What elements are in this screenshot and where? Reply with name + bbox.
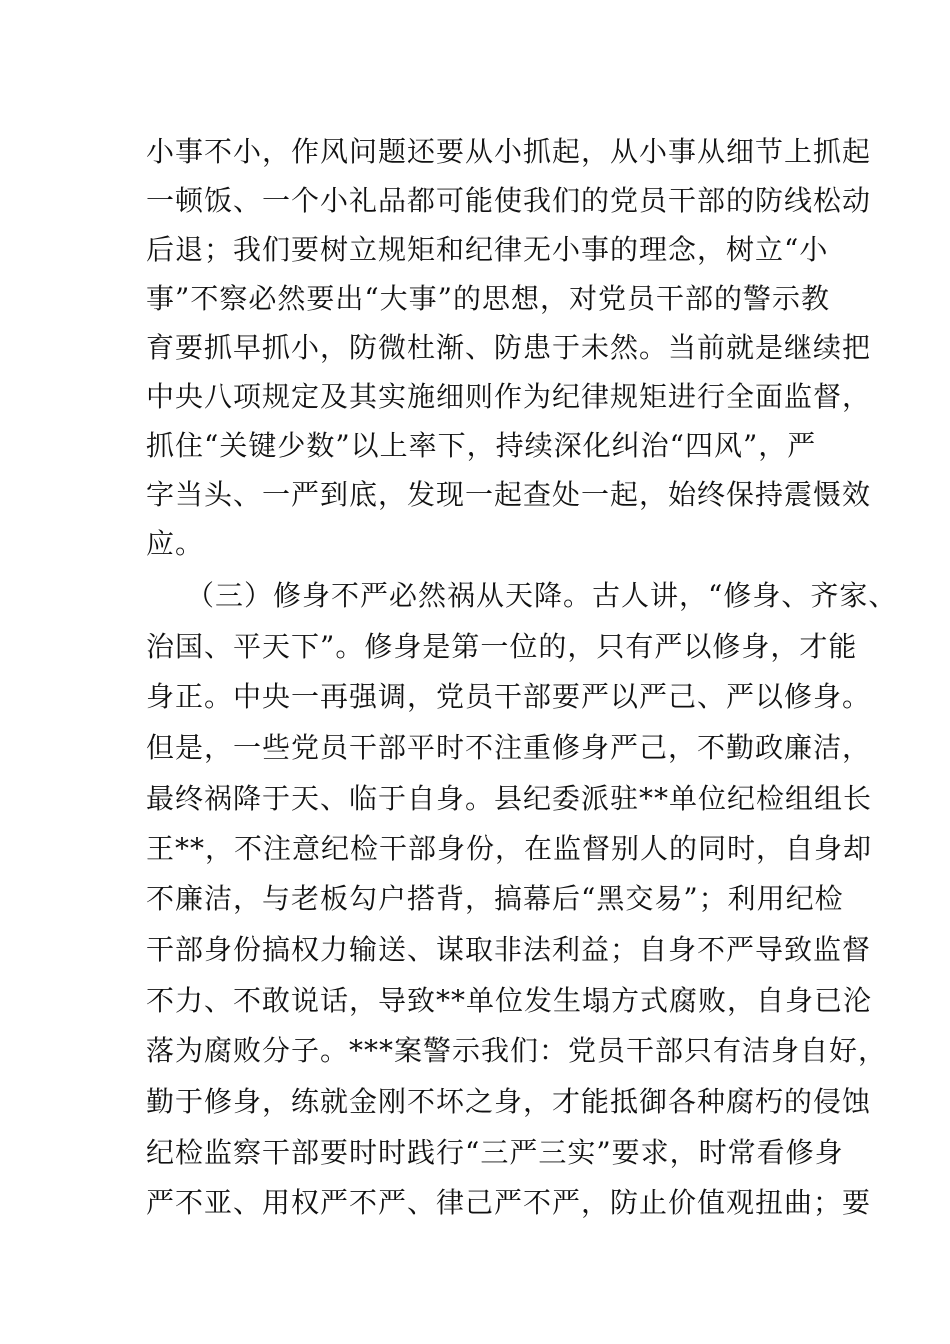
text-line: 勤于修身，练就金刚不坏之身，才能抵御各种腐朽的侵蚀 xyxy=(146,1085,872,1118)
text-line: 小事不小，作风问题还要从小抓起，从小事从细节上抓起 xyxy=(146,135,872,168)
text-line: 中央八项规定及其实施细则作为纪律规矩进行全面监督， xyxy=(146,380,872,413)
text-line: 不廉洁，与老板勾户搭背，搞幕后“黑交易”；利用纪检 xyxy=(146,882,844,915)
text-line: 应。 xyxy=(146,527,205,560)
text-line: 纪检监察干部要时时践行“三严三实”要求，时常看修身 xyxy=(146,1136,844,1169)
text-line: 治国、平天下”。修身是第一位的，只有严以修身，才能 xyxy=(146,630,858,663)
section-heading-line: （三）修身不严必然祸从天降。古人讲，“修身、齐家、 xyxy=(186,579,898,612)
text-line: 严不亚、用权严不严、律己严不严，防止价值观扭曲；要 xyxy=(146,1186,872,1219)
text-line: 身正。中央一再强调，党员干部要严以严己、严以修身。 xyxy=(146,680,872,713)
text-line: 最终祸降于天、临于自身。县纪委派驻**单位纪检组组长 xyxy=(146,782,873,815)
text-line: 王**，不注意纪检干部身份，在监督别人的同时，自身却 xyxy=(146,832,873,865)
text-line: 干部身份搞权力输送、谋取非法利益；自身不严导致监督 xyxy=(146,933,872,966)
text-line: 一顿饭、一个小礼品都可能使我们的党员干部的防线松动 xyxy=(146,184,872,217)
text-line: 字当头、一严到底，发现一起查处一起，始终保持震慑效 xyxy=(146,478,872,511)
text-line: 事”不察必然要出“大事”的思想，对党员干部的警示教 xyxy=(146,282,830,315)
text-line: 但是，一些党员干部平时不注重修身严己，不勤政廉洁， xyxy=(146,731,872,764)
text-line: 抓住“关键少数”以上率下，持续深化纠治“四风”，严 xyxy=(146,429,817,462)
text-line: 后退；我们要树立规矩和纪律无小事的理念，树立“小 xyxy=(146,233,829,266)
text-line: 落为腐败分子。***案警示我们：党员干部只有洁身自好， xyxy=(146,1034,888,1067)
text-line: 不力、不敢说话，导致**单位发生塌方式腐败，自身已沦 xyxy=(146,984,873,1017)
text-line: 育要抓早抓小，防微杜渐、防患于未然。当前就是继续把 xyxy=(146,331,872,364)
